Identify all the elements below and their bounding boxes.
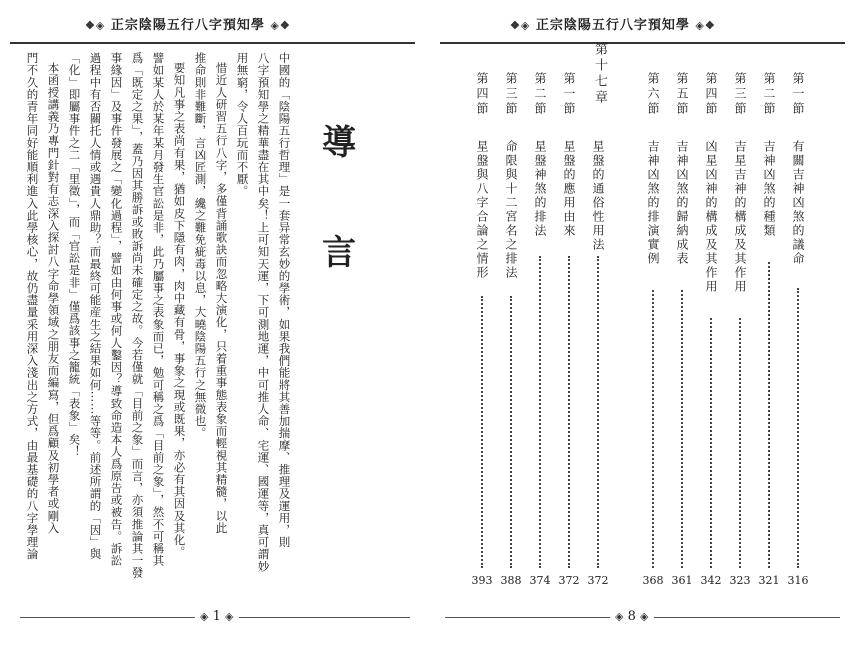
toc-page: 374 <box>529 574 551 587</box>
body-paragraph: 爲「既定之果」，蓋乃因其勝訴或敗訴尚未確定之故。今若僅就「目前之象」而言，亦須推論其一發 <box>130 52 145 579</box>
scroll-ornament-icon: ◈❖ <box>695 19 716 32</box>
header-rule <box>10 42 415 44</box>
toc-label: 第一節 <box>562 72 576 117</box>
title-char: 言 <box>322 233 356 273</box>
scroll-ornament-icon: ◈ <box>200 610 209 623</box>
toc-leader <box>652 290 656 568</box>
toc-title: 吉神凶煞的歸納成表 <box>675 140 689 266</box>
toc-leader <box>710 318 714 568</box>
toc-title: 命限與十二宮名之排法 <box>504 140 518 280</box>
toc-label: 第四節 <box>704 72 718 117</box>
toc-leader <box>768 262 772 568</box>
toc-page: 342 <box>700 574 722 587</box>
toc-title: 凶星凶神的構成及其作用 <box>704 140 718 294</box>
toc-leader <box>568 256 572 568</box>
toc-leader <box>510 296 514 568</box>
toc-page: 372 <box>558 574 580 587</box>
body-paragraph: 八字預知學之精華盡在其中矣！上可知天運，下可測地運，中可推人命、宅運、國運等，真可謂妙 <box>256 52 271 573</box>
toc-label: 第三節 <box>733 72 747 117</box>
page-number-value: 8 <box>627 609 636 624</box>
right-page-header <box>510 14 716 33</box>
scroll-ornament-icon: ❖◈ <box>85 19 106 32</box>
chapter-title: 星盤的通俗性用法 <box>591 140 605 252</box>
toc-title: 吉星吉神的構成及其作用 <box>733 140 747 294</box>
toc-label: 第一節 <box>791 72 805 117</box>
title-char: 導 <box>322 123 356 163</box>
body-paragraph: 推命則非難斷，言凶匠測，纔之難免疵毒以息，大曉陰陽五行之無微也。 <box>193 52 208 440</box>
page-number <box>610 609 654 624</box>
body-paragraph: 本函授講義乃專門針對有志深入探討八字命學領域之朋友而編寫，但爲顧及初學者或剛入 <box>46 62 61 534</box>
body-paragraph: 事緣因」及事件發展之「變化過程」，譬如由何事或何人鑿因？導致命造本人爲原告或被告。訴訟 <box>109 52 124 567</box>
body-paragraph: 惜近人研習五行八字，多僅背誦歌訣而忽略大演化，只着重事態表象而輕視其精髓，以此 <box>214 62 229 534</box>
header-title: 正宗陰陽五行八字預知學 <box>535 18 690 33</box>
toc-title: 星盤與八字合論之情形 <box>475 140 489 280</box>
header-title: 正宗陰陽五行八字預知學 <box>110 18 265 33</box>
toc-page: 361 <box>671 574 693 587</box>
toc-page: 323 <box>729 574 751 587</box>
header-rule <box>440 42 845 44</box>
scroll-ornament-icon: ◈❖ <box>270 19 291 32</box>
toc-label: 第六節 <box>646 72 660 117</box>
toc-label: 第四節 <box>475 72 489 117</box>
toc-leader <box>739 318 743 568</box>
toc-leader <box>481 296 485 568</box>
right-page <box>430 0 855 650</box>
toc-page: 393 <box>471 574 493 587</box>
toc-title: 有關吉神凶煞的議命 <box>791 140 805 266</box>
toc-page: 321 <box>758 574 780 587</box>
toc-page: 368 <box>642 574 664 587</box>
body-paragraph: 中國的「陰陽五行哲理」是一套异常玄妙的學術，如果我們能將其善加揣摩、推理及運用，則 <box>277 52 292 549</box>
toc-label: 第三節 <box>504 72 518 117</box>
page-number-value: 1 <box>212 609 221 624</box>
body-paragraph: 「化」即屬事件之二「里徵」，而「官訟是非」僅爲該事之籠統「表象」矣！ <box>67 52 82 458</box>
toc-leader <box>797 288 801 568</box>
scroll-ornament-icon: ❖◈ <box>510 19 531 32</box>
left-page-header <box>85 14 291 33</box>
toc-leader <box>681 290 685 568</box>
page-number <box>195 609 239 624</box>
toc-label: 第五節 <box>675 72 689 117</box>
toc-page: 388 <box>500 574 522 587</box>
toc-title: 星盤神煞的排法 <box>533 140 547 238</box>
body-paragraph: 過程中有否關托人情或遇貴人鼎助？而最終可能産生之結果如何……等等。前述所謂的「因」與 <box>88 52 103 561</box>
scroll-ornament-icon: ◈ <box>640 610 649 623</box>
body-paragraph: 用無窮，令人百玩而不厭。 <box>235 52 250 198</box>
toc-leader <box>539 256 543 568</box>
toc-page: 372 <box>587 574 609 587</box>
body-paragraph: 門不久的青年同好能順利進入此學核心，故仍盡量采用深入淺出之方式，由最基礎的八字學理論 <box>25 52 40 561</box>
toc-label: 第二節 <box>533 72 547 117</box>
toc-label: 第二節 <box>762 72 776 117</box>
toc-title: 吉神凶煞的種類 <box>762 140 776 238</box>
toc-title: 吉神凶煞的排演實例 <box>646 140 660 266</box>
body-paragraph: 譬如某人於某年某月發生官訟是非，此乃屬事之表象而已，勉可稱之爲「目前之象」，然不可稱其 <box>151 52 166 567</box>
toc-leader <box>597 256 601 568</box>
toc-page: 316 <box>787 574 809 587</box>
chapter-label: 第十七章 <box>592 42 607 106</box>
scroll-ornament-icon: ◈ <box>225 610 234 623</box>
body-paragraph: 要知凡事之表尚有果，猶如皮下隱有肉，肉中藏有骨，事象之現或既果，亦必有其因及其化。 <box>172 62 187 559</box>
scroll-ornament-icon: ◈ <box>615 610 624 623</box>
left-page <box>0 0 425 650</box>
toc-title: 星盤的應用由來 <box>562 140 576 238</box>
